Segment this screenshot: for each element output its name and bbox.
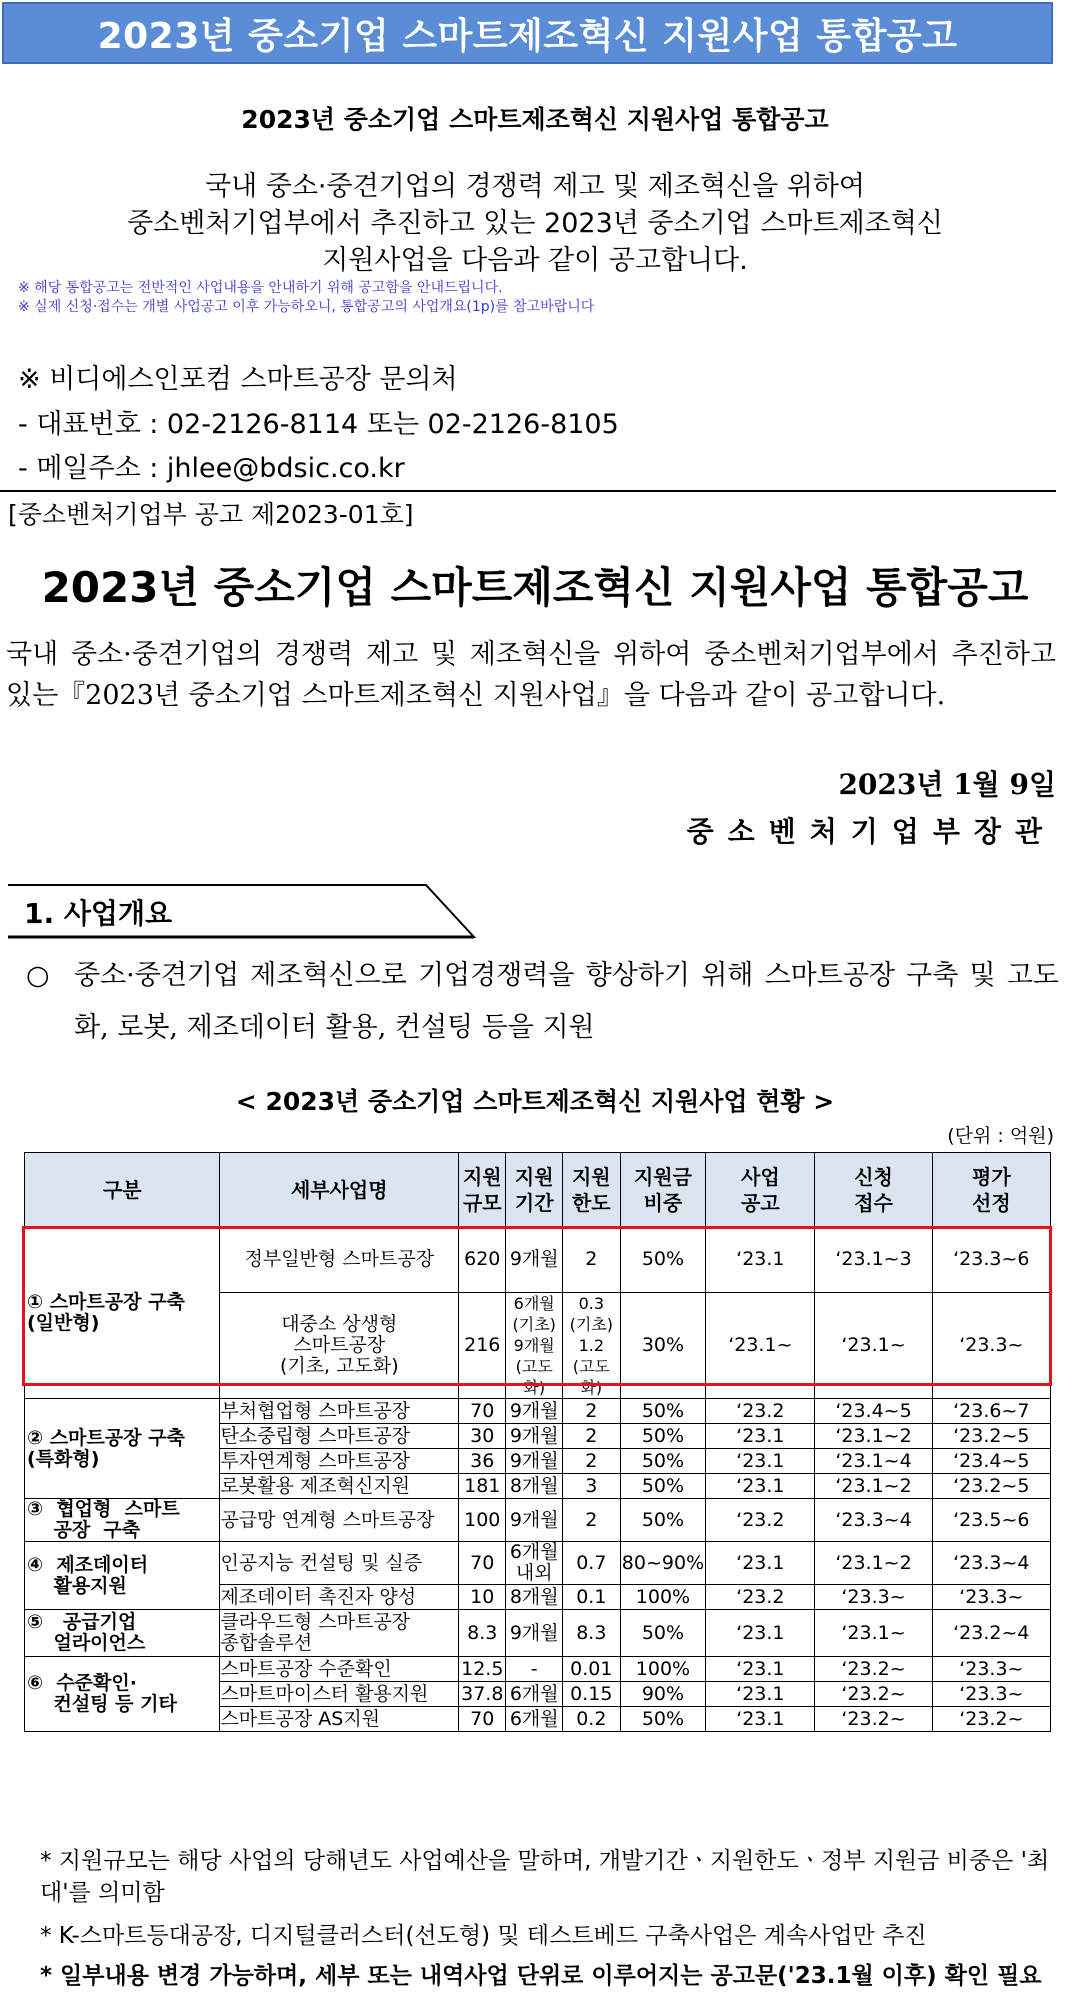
- value-cell: -: [506, 1657, 563, 1682]
- footnote: * 지원규모는 해당 사업의 당해년도 사업예산을 말하며, 개발기간ㆍ지원한도ㆍ정부 지원금 비중은 '최대'를 의미함: [40, 1848, 1050, 1906]
- program-name-cell: 스마트공장 수준확인: [220, 1657, 459, 1682]
- value-cell: 0.2: [563, 1707, 621, 1732]
- table-row: [25, 1610, 1051, 1657]
- program-name-cell: 대중소 상생형 스마트공장 (기초, 고도화): [220, 1293, 459, 1399]
- value-cell: ‘23.2~: [932, 1707, 1050, 1732]
- program-name-cell: 스마트공장 AS지원: [220, 1707, 459, 1732]
- value-cell: 2: [563, 1424, 621, 1449]
- program-name-cell: 로봇활용 제조혁신지원: [220, 1474, 459, 1499]
- value-cell: ‘23.2~5: [932, 1474, 1050, 1499]
- value-cell: 100%: [620, 1585, 706, 1610]
- program-name-cell: 제조데이터 촉진자 양성: [220, 1585, 459, 1610]
- section-text: 중소·중견기업 제조혁신으로 기업경쟁력을 향상하기 위해 스마트공장 구축 및 고도화, 로봇, 제조데이터 활용, 컨설팅 등을 지원: [74, 960, 1059, 1043]
- value-cell: 0.7: [563, 1542, 621, 1585]
- column-header: 평가 선정: [932, 1153, 1050, 1227]
- value-cell: ‘23.1~2: [815, 1424, 932, 1449]
- value-cell: 9개월: [506, 1424, 563, 1449]
- program-name-cell: 투자연계형 스마트공장: [220, 1449, 459, 1474]
- value-cell: 2: [563, 1227, 621, 1293]
- summary-note: ※ 해당 통합공고는 전반적인 사업내용을 안내하기 위해 공고함을 안내드립니다.: [18, 280, 503, 296]
- contact-email: - 메일주소 : jhlee@bdsic.co.kr: [18, 453, 405, 484]
- announcement-number: [중소벤처기업부 공고 제2023-01호]: [8, 500, 414, 529]
- value-cell: 0.15: [563, 1682, 621, 1707]
- value-cell: ‘23.1~2: [815, 1542, 932, 1585]
- divider: [0, 490, 1056, 492]
- value-cell: ‘23.4~5: [815, 1399, 932, 1424]
- table-title: < 2023년 중소기업 스마트제조혁신 지원사업 현황 >: [235, 1087, 835, 1116]
- program-name-cell: 인공지능 컨설팅 및 실증: [220, 1542, 459, 1585]
- value-cell: 9개월: [506, 1449, 563, 1474]
- column-header: 지원 한도: [563, 1153, 621, 1227]
- value-cell: 2: [563, 1449, 621, 1474]
- value-cell: ‘23.2: [706, 1585, 815, 1610]
- value-cell: ‘23.1~: [815, 1610, 932, 1657]
- value-cell: ‘23.1: [706, 1424, 815, 1449]
- value-cell: 37.8: [459, 1682, 506, 1707]
- contact-heading: ※ 비디에스인포컴 스마트공장 문의처: [18, 364, 458, 395]
- category-cell: ② 스마트공장 구축 (특화형): [25, 1399, 220, 1499]
- value-cell: ‘23.1: [706, 1707, 815, 1732]
- program-name-cell: 정부일반형 스마트공장: [220, 1227, 459, 1293]
- column-header: 구분: [25, 1153, 220, 1227]
- value-cell: ‘23.1~: [815, 1293, 932, 1399]
- banner-title: 2023년 중소기업 스마트제조혁신 지원사업 통합공고: [97, 15, 958, 57]
- value-cell: ‘23.2~5: [932, 1424, 1050, 1449]
- table-row: [25, 1657, 1051, 1682]
- value-cell: 50%: [620, 1707, 706, 1732]
- value-cell: 50%: [620, 1474, 706, 1499]
- value-cell: ‘23.3~: [932, 1682, 1050, 1707]
- value-cell: ‘23.1~3: [815, 1227, 932, 1293]
- value-cell: ‘23.1: [706, 1610, 815, 1657]
- value-cell: 2: [563, 1399, 621, 1424]
- top-banner: [2, 2, 1053, 64]
- value-cell: 620: [459, 1227, 506, 1293]
- program-name-cell: 부처협업형 스마트공장: [220, 1399, 459, 1424]
- value-cell: ‘23.3~4: [932, 1542, 1050, 1585]
- value-cell: 30: [459, 1424, 506, 1449]
- summary-note: ※ 실제 신청·접수는 개별 사업공고 이후 가능하오니, 통합공고의 사업개요(1p)를 참고바랍니다: [18, 299, 595, 315]
- value-cell: 36: [459, 1449, 506, 1474]
- value-cell: ‘23.1: [706, 1449, 815, 1474]
- value-cell: 70: [459, 1542, 506, 1585]
- value-cell: 9개월: [506, 1227, 563, 1293]
- value-cell: 3: [563, 1474, 621, 1499]
- footnote: * 일부내용 변경 가능하며, 세부 또는 내역사업 단위로 이루어지는 공고문('23.1월 이후) 확인 필요: [40, 1963, 1042, 1989]
- value-cell: ‘23.5~6: [932, 1499, 1050, 1542]
- value-cell: ‘23.3~6: [932, 1227, 1050, 1293]
- highlight-box: [22, 1226, 1052, 1386]
- announcement-body: 국내 중소·중견기업의 경쟁력 제고 및 제조혁신을 위하여 중소벤처기업부에서 추진하고 있는『2023년 중소기업 스마트제조혁신 지원사업』을 다음과 같이 공고합니다.: [6, 639, 1056, 711]
- value-cell: ‘23.4~5: [932, 1449, 1050, 1474]
- intro-line: 지원사업을 다음과 같이 공고합니다.: [322, 245, 748, 276]
- value-cell: ‘23.6~7: [932, 1399, 1050, 1424]
- value-cell: 50%: [620, 1449, 706, 1474]
- value-cell: 8.3: [563, 1610, 621, 1657]
- intro-line: 중소벤처기업부에서 추진하고 있는 2023년 중소기업 스마트제조혁신: [127, 208, 943, 239]
- table-row: [25, 1499, 1051, 1542]
- program-name-cell: 스마트마이스터 활용지원: [220, 1682, 459, 1707]
- value-cell: ‘23.2~4: [932, 1610, 1050, 1657]
- announcement-title: 2023년 중소기업 스마트제조혁신 지원사업 통합공고: [41, 563, 1029, 612]
- value-cell: ‘23.2: [706, 1399, 815, 1424]
- value-cell: ‘23.1: [706, 1542, 815, 1585]
- table-unit: (단위 : 억원): [947, 1125, 1054, 1147]
- value-cell: 50%: [620, 1399, 706, 1424]
- value-cell: ‘23.2~: [815, 1657, 932, 1682]
- value-cell: 6개월: [506, 1682, 563, 1707]
- bullet-circle: ○: [26, 960, 50, 991]
- value-cell: 70: [459, 1707, 506, 1732]
- value-cell: ‘23.1~2: [815, 1474, 932, 1499]
- value-cell: ‘23.1~: [706, 1293, 815, 1399]
- value-cell: 8개월: [506, 1585, 563, 1610]
- category-cell: ⑤ 공급기업 얼라이언스: [25, 1610, 220, 1657]
- section-title: 1. 사업개요: [24, 897, 173, 930]
- announcement-issuer: 중소벤처기업부장관: [686, 815, 1056, 848]
- category-cell: ③ 협업형 스마트 공장 구축: [25, 1499, 220, 1542]
- value-cell: ‘23.2~: [815, 1682, 932, 1707]
- contact-phone: - 대표번호 : 02-2126-8114 또는 02-2126-8105: [18, 409, 619, 440]
- value-cell: 6개월 내외: [506, 1542, 563, 1585]
- value-cell: 50%: [620, 1424, 706, 1449]
- value-cell: 181: [459, 1474, 506, 1499]
- value-cell: ‘23.3~4: [815, 1499, 932, 1542]
- program-name-cell: 공급망 연계형 스마트공장: [220, 1499, 459, 1542]
- column-header: 신청 접수: [815, 1153, 932, 1227]
- value-cell: ‘23.1: [706, 1474, 815, 1499]
- table-row: [25, 1542, 1051, 1585]
- value-cell: 9개월: [506, 1610, 563, 1657]
- value-cell: 50%: [620, 1610, 706, 1657]
- value-cell: ‘23.3~: [932, 1585, 1050, 1610]
- value-cell: 0.3 (기초) 1.2 (고도화): [563, 1293, 621, 1399]
- footnote: * K-스마트등대공장, 디지털클러스터(선도형) 및 테스트베드 구축사업은 계속사업만 추진: [40, 1923, 927, 1949]
- summary-intro: [0, 168, 1070, 279]
- column-header: 지원 규모: [459, 1153, 506, 1227]
- value-cell: 9개월: [506, 1399, 563, 1424]
- value-cell: 70: [459, 1399, 506, 1424]
- category-cell: ④ 제조데이터 활용지원: [25, 1542, 220, 1610]
- value-cell: ‘23.1: [706, 1227, 815, 1293]
- value-cell: 0.1: [563, 1585, 621, 1610]
- value-cell: 90%: [620, 1682, 706, 1707]
- value-cell: ‘23.2: [706, 1499, 815, 1542]
- column-header: 지원금 비중: [620, 1153, 706, 1227]
- value-cell: 100: [459, 1499, 506, 1542]
- value-cell: ‘23.2~: [815, 1707, 932, 1732]
- value-cell: ‘23.3~: [932, 1293, 1050, 1399]
- program-name-cell: 클라우드형 스마트공장 종합솔루션: [220, 1610, 459, 1657]
- category-cell: ① 스마트공장 구축 (일반형): [25, 1227, 220, 1399]
- value-cell: ‘23.3~: [932, 1657, 1050, 1682]
- category-cell: ⑥ 수준확인· 컨설팅 등 기타: [25, 1657, 220, 1732]
- value-cell: 50%: [620, 1227, 706, 1293]
- table-row: [25, 1399, 1051, 1424]
- value-cell: 80~90%: [620, 1542, 706, 1585]
- value-cell: ‘23.1: [706, 1682, 815, 1707]
- value-cell: 6개월: [506, 1707, 563, 1732]
- value-cell: 2: [563, 1499, 621, 1542]
- column-header: 사업 공고: [706, 1153, 815, 1227]
- value-cell: 0.01: [563, 1657, 621, 1682]
- value-cell: 12.5: [459, 1657, 506, 1682]
- intro-line: 국내 중소·중견기업의 경쟁력 제고 및 제조혁신을 위하여: [205, 171, 865, 202]
- value-cell: 10: [459, 1585, 506, 1610]
- announcement-date: 2023년 1월 9일: [838, 768, 1056, 801]
- value-cell: 8.3: [459, 1610, 506, 1657]
- value-cell: ‘23.1~4: [815, 1449, 932, 1474]
- value-cell: 8개월: [506, 1474, 563, 1499]
- value-cell: 100%: [620, 1657, 706, 1682]
- value-cell: 30%: [620, 1293, 706, 1399]
- value-cell: 216: [459, 1293, 506, 1399]
- column-header: 지원 기간: [506, 1153, 563, 1227]
- program-name-cell: 탄소중립형 스마트공장: [220, 1424, 459, 1449]
- column-header: 세부사업명: [220, 1153, 459, 1227]
- value-cell: 9개월: [506, 1499, 563, 1542]
- value-cell: ‘23.1: [706, 1657, 815, 1682]
- table-header: [25, 1153, 1051, 1227]
- value-cell: 6개월 (기초) 9개월 (고도화): [506, 1293, 563, 1399]
- value-cell: 50%: [620, 1499, 706, 1542]
- summary-title: 2023년 중소기업 스마트제조혁신 지원사업 통합공고: [241, 105, 829, 134]
- value-cell: ‘23.3~: [815, 1585, 932, 1610]
